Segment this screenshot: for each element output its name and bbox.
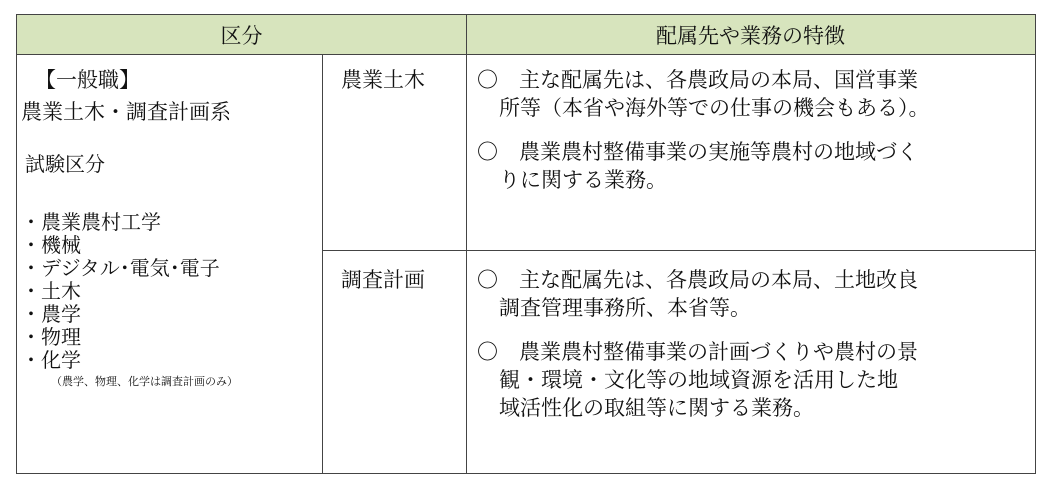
row2-bullet2-line3: 域活性化の取組等に関する業務。 [499,396,814,420]
row1-bullet1-line2: 所等（本省や海外等での仕事の機会もある）。 [499,96,930,120]
row2-bullet2-line1: 〇 農業農村整備事業の計画づくりや農村の景 [477,340,918,364]
list-item: ・土木 [21,279,81,303]
group-label: 農業土木・調査計画系 [21,100,231,124]
list-item: ・デジタル･電気･電子 [21,256,220,280]
header-features: 配属先や業務の特徴 [656,23,845,48]
row-divider [322,250,1035,251]
row2-bullet1-line2: 調査管理事務所、本省等。 [499,296,751,320]
row-name-chosa-keikaku: 調査計画 [341,268,425,292]
row2-bullet1-line1: 〇 主な配属先は、各農政局の本局、土地改良 [477,268,918,292]
list-item: ・化学 [21,348,81,372]
list-item: ・農学 [21,302,81,326]
exam-note: （農学、物理、化学は調査計画のみ） [51,375,238,388]
header-cell-features [466,15,1035,55]
list-item: ・農業農村工学 [21,210,161,234]
row1-bullet1-line1: 〇 主な配属先は、各農政局の本局、国営事業 [477,68,918,92]
row-name-nogyo-doboku: 農業土木 [341,68,425,92]
list-item: ・物理 [21,325,81,349]
list-item: ・機械 [21,233,81,257]
column-divider-main [466,15,467,473]
row1-bullet2-line1: 〇 農業農村整備事業の実施等農村の地域づく [477,140,918,164]
exam-list [21,211,220,372]
row1-bullet2-line2: りに関する業務。 [499,168,667,192]
header-category: 区分 [220,23,263,48]
column-divider-sub [322,55,323,473]
exam-label: 試験区分 [25,152,105,176]
row2-bullet2-line2: 観・環境・文化等の地域資源を活用した地 [499,368,898,392]
header-cell-category [17,15,466,55]
category-label: 【一般職】 [35,68,140,92]
classification-table [16,14,1036,474]
